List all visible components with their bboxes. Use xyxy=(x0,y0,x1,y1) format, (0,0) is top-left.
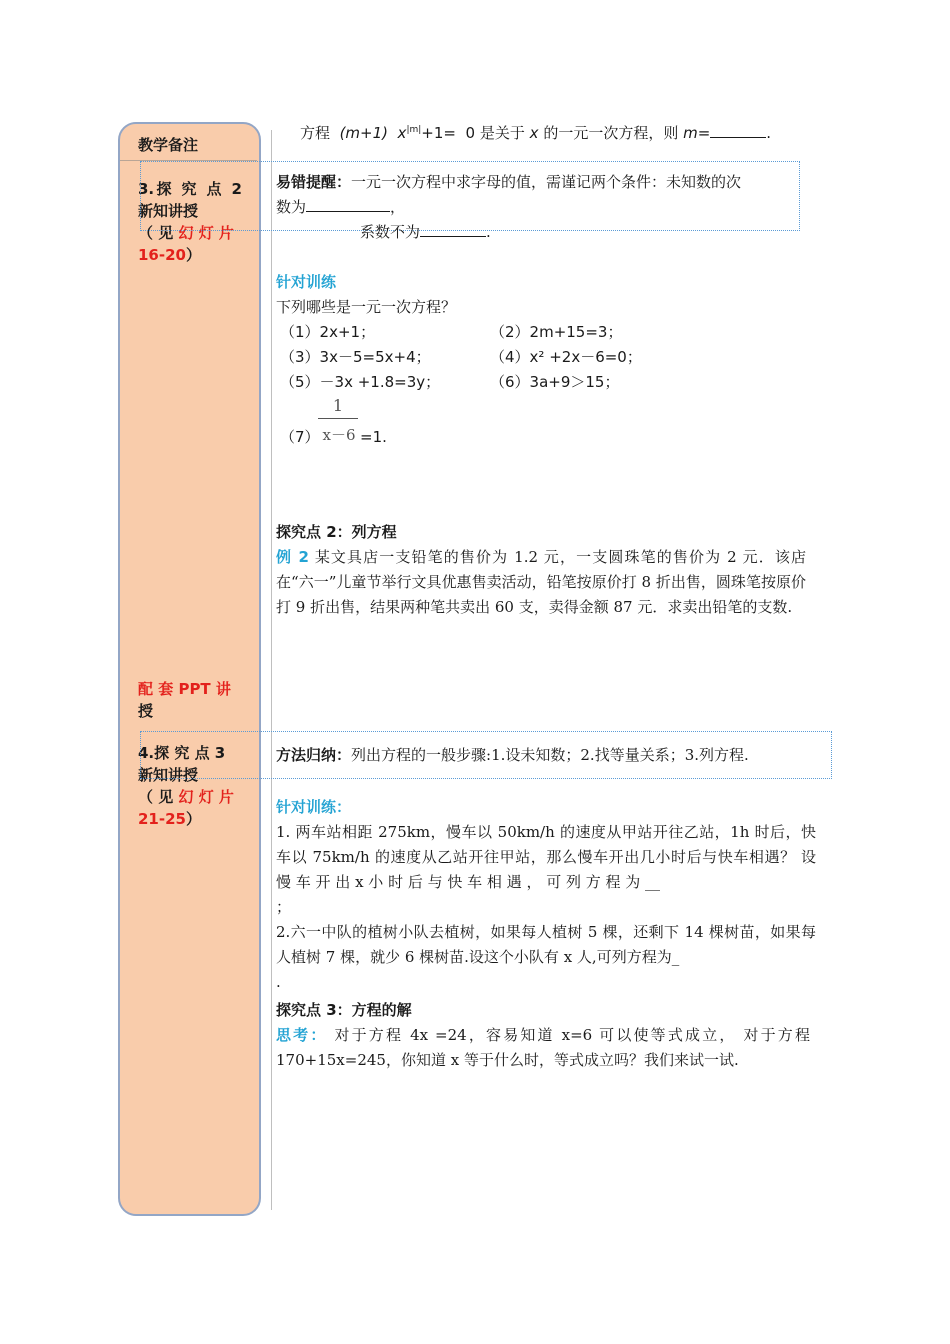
fraction-bar xyxy=(318,418,358,419)
practice-2-q1: 1. 两车站相距 275km，慢车以 50km/h 的速度从甲站开往乙站，1h 时后，快车以 75km/h 的速度从乙站开往甲站，那么慢车开出几小时后与快车相遇？ 设 慢 车 开 出 x 小 时 后 与 快 车 相 遇 ， 可 列 方 程 为 __ xyxy=(276,823,816,891)
practice-1-item: （4）x² +2x－6=0； xyxy=(490,348,642,366)
sidebar-panel xyxy=(118,122,261,1216)
think-question: 思考： 对于方程 4x =24，容易知道 x=6 可以使等式成立， 对于方程 170+15x=245，你知道 x 等于什么时，等式成立吗？我们来试一试. xyxy=(276,1026,810,1069)
practice-1-prompt: 下列哪些是一元一次方程？ xyxy=(276,298,457,316)
section-3-range: 16-20） xyxy=(138,246,201,264)
practice-1 xyxy=(276,270,816,320)
section-4-label: 4.探 究 点 3 新知讲授 xyxy=(138,744,226,784)
fraction-numerator: 1 xyxy=(332,396,344,415)
practice-1-item: （3）3x－5=5x+4； xyxy=(280,348,431,366)
section-4-range: 21-25） xyxy=(138,810,201,828)
practice-1-item: （1）2x+1； xyxy=(280,323,376,341)
practice-2-q2: 2.六一中队的植树小队去植树，如果每人植树 5 棵，还剩下 14 棵树苗，如果每人植树 7 棵，就少 6 棵树苗.设这个小队有 x 人,可列方程为_ xyxy=(276,923,816,966)
point-2 xyxy=(276,520,806,620)
blank-coefficient[interactable] xyxy=(420,220,486,237)
item-7-tail: =1. xyxy=(360,428,387,446)
answer-blank[interactable] xyxy=(710,121,766,138)
blank-degree[interactable] xyxy=(306,195,390,212)
practice-2: 针对训练： 1. 两车站相距 275km，慢车以 50km/h 的速度从甲站开往乙站，1h 时后，快车以 75km/h 的速度从乙站开往甲站，那么慢车开出几小时后与快车相遇？ 设 慢 车 开 出 x 小 时 后 与 快 车 相 遇 ， 可 列 方 程 为 __ ； 2.六一中队的植树小队去植树，如果每人植树 5 棵，还剩下 14 棵树苗，如果每人植树 7 棵，就少 6 棵树苗.设这个小队有 x 人,可列方程为_ . xyxy=(276,795,816,995)
item-7-label: （7） xyxy=(280,428,320,446)
point-3-title: 探究点 3：方程的解 xyxy=(276,1001,412,1019)
section-4-slides: （ 见 幻 灯 片 xyxy=(138,788,234,806)
practice-2-title: 针对训练： xyxy=(276,798,352,816)
intro-question: 方程 (m+1) $x^{|m|}+1= 0$ 是关于 x 的一元一次方程，则 m= . xyxy=(300,118,820,146)
practice-1-item: （6）3a+9＞15； xyxy=(490,373,620,391)
fraction-denominator: x－6 xyxy=(322,426,356,444)
point-3 xyxy=(276,998,810,1073)
point-2-title: 探究点 2：列方程 xyxy=(276,523,397,541)
method-text: 方法归纳：列出方程的一般步骤:1.设未知数；2.找等量关系；3.列方程. xyxy=(276,746,749,764)
section-3-label: 3.探 究 点 2 新知讲授 xyxy=(138,180,242,220)
sidebar-title: 教学备注 xyxy=(138,136,199,154)
sidebar-ppt-note: 配 套 PPT 讲 授 xyxy=(138,680,231,720)
practice-1-item: （5）－3x +1.8=3y； xyxy=(280,373,441,391)
column-divider xyxy=(271,130,272,1210)
practice-1-item: （2）2m+15=3； xyxy=(490,323,623,341)
section-3-slides: （ 见 幻 灯 片 xyxy=(138,224,234,242)
practice-1-title: 针对训练 xyxy=(276,273,337,291)
warning-text: 易错提醒：一元一次方程中求字母的值，需谨记两个条件：未知数的次 数为 ， 系数不为 . xyxy=(276,173,742,241)
example-2: 例 2 某文具店一支铅笔的售价为 1.2 元，一支圆珠笔的售价为 2 元．该店在“六一”儿童节举行文具优惠售卖活动，铅笔按原价打 8 折出售，圆珠笔按原价打 9 折出售，结果两种笔共卖出 60 支，卖得金额 87 元．求卖出铅笔的支数. xyxy=(276,548,806,616)
